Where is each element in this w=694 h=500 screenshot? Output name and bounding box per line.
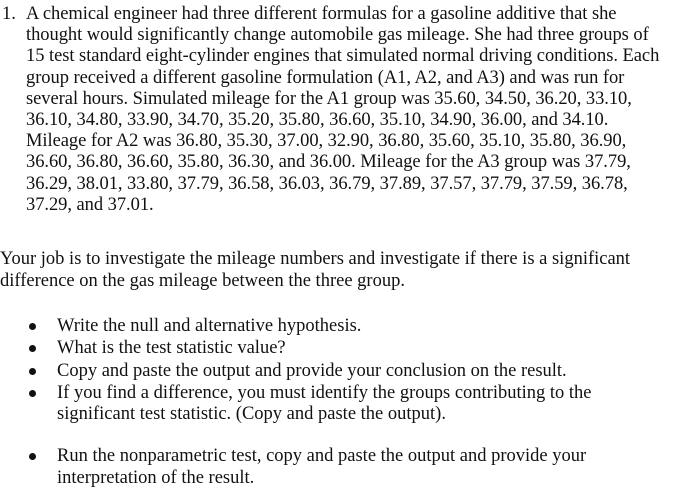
list-item-line: Run the nonparametric test, copy and paste the output and provide your: [57, 446, 587, 467]
problem-line: 15 test standard eight-cylinder engines that simulated normal driving conditions. Each: [26, 46, 660, 67]
list-item-line: interpretation of the result.: [57, 467, 255, 488]
problem-line: several hours. Simulated mileage for the A1 group was 35.60, 34.50, 36.20, 33.10,: [26, 88, 632, 109]
problem-line: 36.10, 34.80, 33.90, 34.70, 35.20, 35.80, 36.60, 35.10, 34.90, 36.00, and 34.10.: [26, 110, 609, 131]
list-item-text: [57, 316, 694, 337]
bullet-icon: [29, 453, 36, 460]
list-item: [0, 383, 694, 426]
list-item-line: significant test statistic. (Copy and paste the output).: [57, 404, 446, 425]
problem-line: 36.29, 38.01, 33.80, 37.79, 36.58, 36.03, 36.79, 37.89, 37.57, 37.79, 37.59, 36.78,: [26, 173, 628, 194]
list-item-line: Copy and paste the output and provide your conclusion on the result.: [57, 360, 567, 381]
problem-line: 36.60, 36.80, 36.60, 35.80, 36.30, and 36.00. Mileage for the A3 group was 37.79,: [26, 152, 631, 173]
list-item-line: What is the test statistic value?: [57, 338, 286, 359]
list-item: [0, 446, 694, 489]
bullet-icon: [29, 368, 36, 375]
list-item-text: [57, 361, 694, 382]
list-item: [0, 361, 694, 382]
problem-line: thought would significantly change automobile gas mileage. She had three groups of: [26, 25, 649, 46]
list-item: [0, 316, 694, 337]
bullet-icon: [29, 390, 36, 397]
problem-number: 1.: [2, 4, 16, 24]
list-item-line: Write the null and alternative hypothesis.: [57, 316, 362, 336]
problem-line: group received a different gasoline formulation (A1, A2, and A3) and was run for: [26, 67, 625, 88]
requirements-list: [0, 316, 694, 490]
bullet-icon: [29, 323, 36, 330]
task-paragraph: [0, 249, 694, 292]
list-item-line: If you find a difference, you must identify the groups contributing to the: [57, 382, 592, 403]
task-line: difference on the gas mileage between the three group.: [0, 270, 405, 291]
bullet-icon: [29, 345, 36, 352]
task-line: Your job is to investigate the mileage numbers and investigate if there is a significant: [0, 249, 631, 269]
list-item-text: [57, 446, 694, 489]
list-item-text: [57, 383, 694, 426]
problem-line: A chemical engineer had three different formulas for a gasoline additive that she: [26, 4, 617, 24]
list-item: [0, 338, 694, 359]
problem-line: 37.29, and 37.01.: [26, 194, 154, 215]
list-item-text: [57, 338, 694, 359]
problem-statement: [26, 4, 694, 216]
problem-line: Mileage for A2 was 36.80, 35.30, 37.00, 32.90, 36.80, 35.60, 35.10, 35.80, 36.90,: [26, 131, 627, 152]
